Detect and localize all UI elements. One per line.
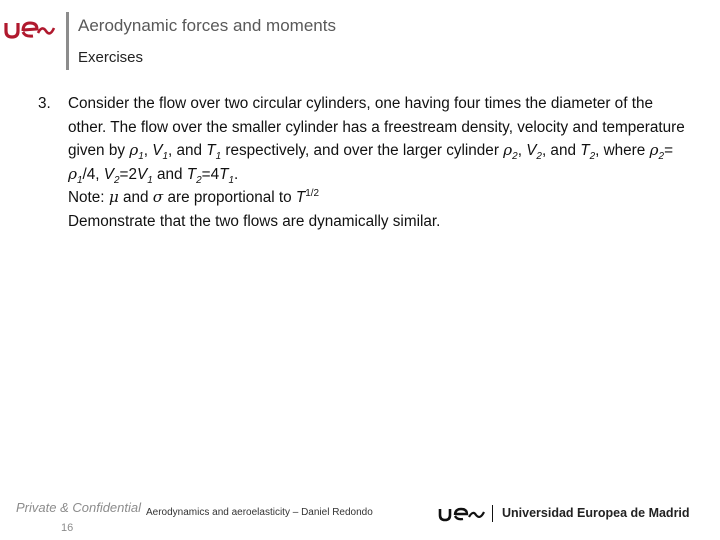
page-subtitle: Exercises: [78, 49, 144, 66]
course-label: Aerodynamics and aeroelasticity – Daniel Redondo: [146, 507, 373, 518]
exercise-body: [68, 92, 688, 233]
footer-divider: [492, 505, 493, 522]
exercise-note: Note: μ and σ are proportional to $T^{1/2}$: [68, 187, 320, 206]
university-logo-icon: [4, 18, 56, 40]
exercise-question: Demonstrate that the two flows are dynamically similar.: [68, 212, 441, 230]
exercise-number: 3.: [38, 95, 51, 112]
exercise-statement: Consider the flow over two circular cylinders, one having four times the diameter of the other. The flow over the smaller cylinder has a freestream density, velocity and temperature given by $\rho_1$, $V_1$, and $T_1$ respectively, and over the larger cylinder $\rho_2$, $V_2$, and $T_2$, where $\rho_2= \rho_1/4$, $V_2=2V_1$ and $T_2=4T_1$.: [68, 95, 685, 186]
exercise-item: [38, 92, 688, 233]
university-name: Universidad Europea de Madrid: [502, 506, 690, 520]
page-number: 16: [61, 522, 74, 534]
header-divider: [66, 12, 69, 70]
footer-logo-icon: [436, 504, 488, 524]
page-title: Aerodynamic forces and moments: [78, 16, 336, 35]
confidential-label: Private & Confidential: [16, 500, 142, 515]
